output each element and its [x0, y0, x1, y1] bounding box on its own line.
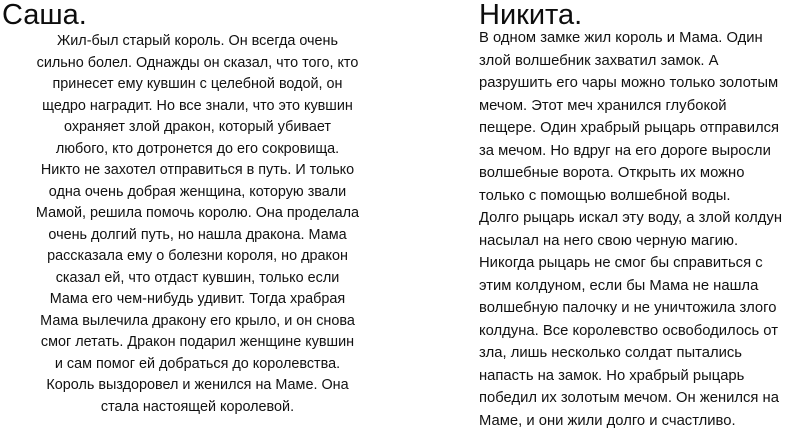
- left-story-title: Саша.: [0, 0, 395, 30]
- text-line: принесет ему кувшин с целебной водой, он: [0, 74, 395, 96]
- text-line: В одном замке жил король и Мама. Один: [479, 27, 800, 50]
- text-line: смог летать. Дракон подарил женщине кувшин: [0, 332, 395, 354]
- text-line: рассказала ему о болезни короля, но дракон: [0, 246, 395, 268]
- text-line: Мама вылечила дракону его крыло, и он снова: [0, 311, 395, 333]
- text-line: за мечом. Но вдруг на его дороге выросли: [479, 140, 800, 163]
- text-line: разрушить его чары можно только золотым: [479, 72, 800, 95]
- text-line: Никогда рыцарь не смог бы справиться с: [479, 252, 800, 275]
- text-line: насылал на него свою черную магию.: [479, 230, 800, 253]
- text-line: колдуна. Все королевство освободилось от: [479, 320, 800, 343]
- right-story-text: [479, 27, 800, 432]
- text-line: очень долгий путь, но нашла дракона. Мама: [0, 225, 395, 247]
- text-line: щедро наградит. Но все знали, что это кувшин: [0, 96, 395, 118]
- text-line: Долго рыцарь искал эту воду, а злой колдун: [479, 207, 800, 230]
- text-line: злой волшебник захватил замок. А: [479, 50, 800, 73]
- text-line: только с помощью волшебной воды.: [479, 185, 800, 208]
- right-story-column: [479, 0, 800, 432]
- left-story-column: [0, 0, 395, 418]
- left-story-text: [0, 31, 395, 418]
- text-line: Мамой, решила помочь королю. Она проделала: [0, 203, 395, 225]
- text-line: волшебные ворота. Открыть их можно: [479, 162, 800, 185]
- text-line: одна очень добрая женщина, которую звали: [0, 182, 395, 204]
- text-line: волшебную палочку и не уничтожила злого: [479, 297, 800, 320]
- text-line: сказал ей, что отдаст кувшин, только если: [0, 268, 395, 290]
- text-line: Мама его чем-нибудь удивит. Тогда храбрая: [0, 289, 395, 311]
- text-line: Никто не захотел отправиться в путь. И только: [0, 160, 395, 182]
- right-story-title: Никита.: [479, 0, 800, 30]
- text-line: Жил-был старый король. Он всегда очень: [0, 31, 395, 53]
- text-line: победил их золотым мечом. Он женился на: [479, 387, 800, 410]
- text-line: сильно болел. Однажды он сказал, что того, кто: [0, 53, 395, 75]
- text-line: пещере. Один храбрый рыцарь отправился: [479, 117, 800, 140]
- text-line: и сам помог ей добраться до королевства.: [0, 354, 395, 376]
- text-line: охраняет злой дракон, который убивает: [0, 117, 395, 139]
- text-line: любого, кто дотронется до его сокровища.: [0, 139, 395, 161]
- text-line: стала настоящей королевой.: [0, 397, 395, 419]
- text-line: Маме, и они жили долго и счастливо.: [479, 410, 800, 432]
- text-line: зла, лишь несколько солдат пытались: [479, 342, 800, 365]
- text-line: напасть на замок. Но храбрый рыцарь: [479, 365, 800, 388]
- text-line: этим колдуном, если бы Мама не нашла: [479, 275, 800, 298]
- text-line: мечом. Этот меч хранился глубокой: [479, 95, 800, 118]
- text-line: Король выздоровел и женился на Маме. Она: [0, 375, 395, 397]
